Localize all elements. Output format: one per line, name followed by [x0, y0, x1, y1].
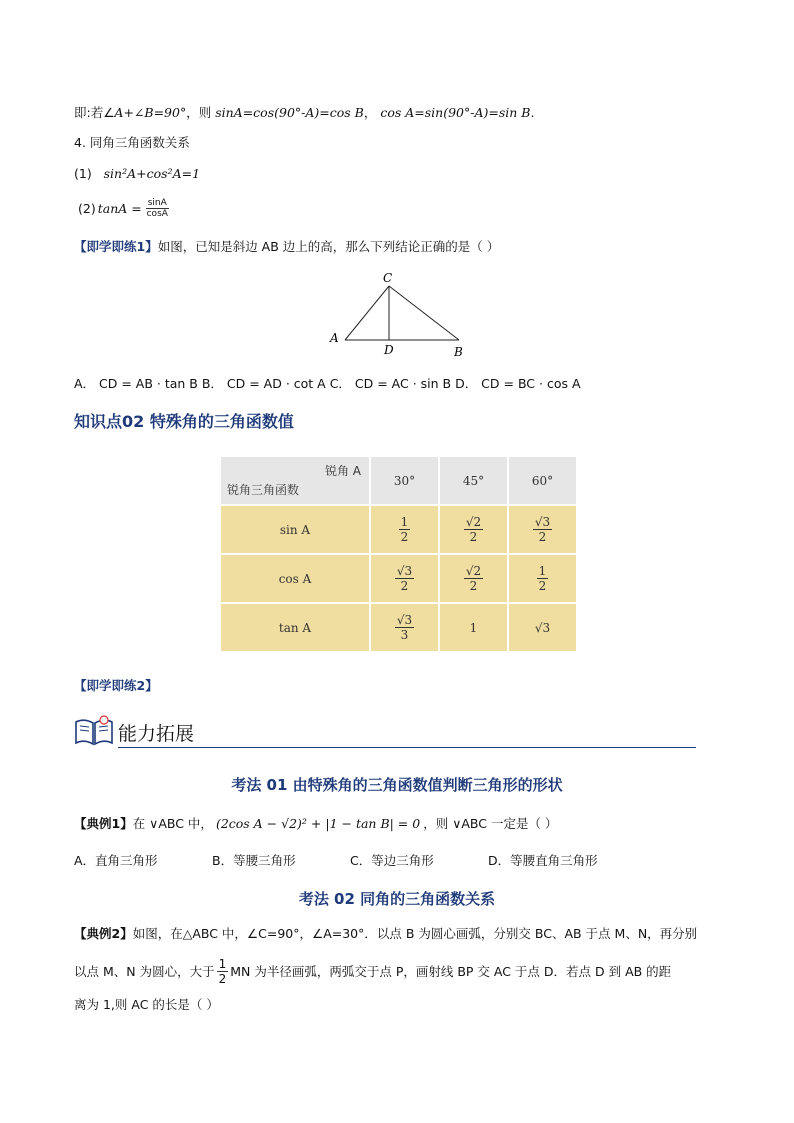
method-02-title: 考法 02 同角的三角函数关系: [298, 890, 496, 908]
label-b: B: [454, 345, 463, 359]
knowledge-02-title: 知识点02 特殊角的三角函数值: [74, 412, 294, 431]
table-header-corner: [220, 456, 370, 505]
triangle-figure: [325, 268, 475, 360]
table-row-sin: [220, 505, 577, 554]
special-angles-table: [219, 455, 578, 653]
header-angle-60: 60°: [508, 456, 577, 505]
example-2-line-1: [74, 925, 697, 943]
example-1-equation: (2cos A − √2)² + |1 − tan B| = 0: [215, 816, 421, 831]
book-icon: [74, 714, 114, 748]
practice-2-tag: 【即学即练2】: [74, 678, 158, 693]
example-1-tag: 【典例1】: [74, 816, 133, 831]
identity-cofunction-2: cos A=sin(90°-A)=sin B.: [380, 105, 535, 120]
practice-1-question: 如图，已知是斜边 AB 边上的高，那么下列结论正确的是（ ）: [157, 239, 500, 254]
identity-sum: A+∠B=90°: [114, 105, 187, 120]
label-d: D: [384, 343, 394, 357]
header-acute-angle: 锐角 A: [324, 464, 361, 478]
half-fraction: $\frac{1}{2}$: [218, 957, 227, 986]
tan-denominator: cosA: [146, 209, 168, 219]
section-4-title: 4. 同角三角函数关系: [74, 135, 190, 150]
practice-1: [74, 238, 499, 256]
formula-item-2: [78, 198, 169, 219]
cell-tan-60: √3: [508, 603, 577, 652]
example-1-text-before: 在 ∨ABC 中，: [132, 816, 213, 831]
example-1-choices: [74, 852, 598, 870]
header-angle-45: 45°: [439, 456, 508, 505]
ability-divider: [118, 747, 696, 748]
cell-sin-45: $\frac{√2}{2}$: [439, 505, 508, 554]
cell-sin-60: $\frac{√3}{2}$: [508, 505, 577, 554]
choice-c: C．等边三角形: [350, 853, 434, 868]
identity-mid: ，则: [186, 105, 216, 120]
choice-b: B．等腰三角形: [212, 853, 296, 868]
cell-tan-30: $\frac{√3}{3}$: [370, 603, 439, 652]
identity-sep: ，: [363, 105, 381, 120]
header-trig-functions: 锐角三角函数: [227, 483, 300, 497]
pythagorean-identity: sin²A+cos²A=1: [103, 166, 201, 181]
label-a: A: [330, 331, 339, 345]
example-2-line-2: [74, 957, 671, 986]
cell-cos-60: $\frac{1}{2}$: [508, 554, 577, 603]
row-label-cos: cos A: [220, 554, 370, 603]
ability-title: 能力拓展: [118, 723, 195, 745]
identity-cofunction-1: sinA=cos(90°-A)=cos B: [215, 105, 364, 120]
cell-sin-30: $\frac{1}{2}$: [370, 505, 439, 554]
formula-item-2-number: (2): [78, 200, 96, 216]
choice-a: A．直角三角形: [74, 853, 158, 868]
practice-1-choices: A． CD = AB · tan B B． CD = AD · cot A C． CD = AC · sin B D． CD = BC · cos A: [74, 376, 581, 391]
example-1: [74, 815, 557, 833]
side-ac: [345, 286, 389, 340]
table-row-cos: [220, 554, 577, 603]
table-header-row: [220, 456, 577, 505]
choice-d: D．等腰直角三角形: [488, 853, 598, 868]
header-angle-30: 30°: [370, 456, 439, 505]
tan-lhs: tanA =: [97, 200, 142, 216]
cell-cos-45: $\frac{√2}{2}$: [439, 554, 508, 603]
ability-banner: [74, 714, 696, 750]
identity-prefix: 即:若∠: [74, 105, 115, 120]
row-label-tan: tan A: [220, 603, 370, 652]
formula-item-1-number: (1): [74, 166, 92, 181]
tan-fraction: [146, 198, 169, 219]
label-c: C: [383, 271, 393, 285]
example-2-text-1: 如图，在△ABC 中，∠C=90°，∠A=30°．以点 B 为圆心画弧，分别交 BC、AB 于点 M、N，再分别: [132, 926, 698, 941]
example-2-line-3: 离为 1,则 AC 的长是（ ）: [74, 997, 219, 1012]
cell-tan-45: 1: [439, 603, 508, 652]
identity-line: [74, 104, 534, 122]
example-2-text-2b: MN 为半径画弧，两弧交于点 P，画射线 BP 交 AC 于点 D．若点 D 到 AB 的距: [230, 963, 672, 979]
formula-item-1: [74, 165, 200, 183]
row-label-sin: sin A: [220, 505, 370, 554]
method-01-title: 考法 01 由特殊角的三角函数值判断三角形的形状: [231, 776, 563, 794]
example-2-tag: 【典例2】: [74, 926, 133, 941]
practice-1-tag: 【即学即练1】: [74, 239, 158, 254]
cell-cos-30: $\frac{√3}{2}$: [370, 554, 439, 603]
table-row-tan: [220, 603, 577, 652]
example-2-text-2a: 以点 M、N 为圆心，大于: [74, 963, 215, 979]
side-bc: [389, 286, 459, 340]
example-1-text-after: ，则 ∨ABC 一定是（ ）: [423, 816, 558, 831]
tan-numerator: sinA: [147, 198, 167, 208]
